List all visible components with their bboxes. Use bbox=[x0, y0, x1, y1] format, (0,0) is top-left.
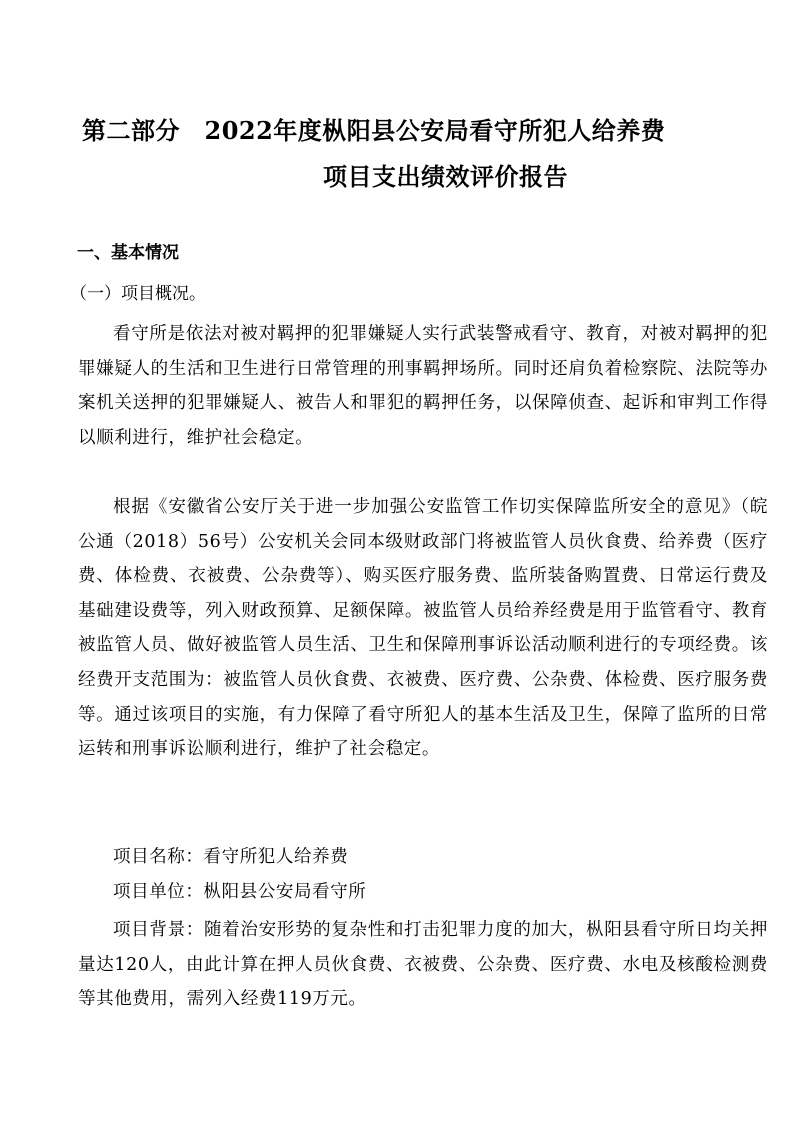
project-name-line: 项目名称：看守所犯人给养费 bbox=[113, 847, 349, 867]
document-title-line-2: 项目支出绩效评价报告 bbox=[323, 162, 568, 191]
section-heading-basic-info: 一、基本情况 bbox=[77, 243, 179, 263]
document-title-line-1: 第二部分 2022年度枞阳县公安局看守所犯人给养费 bbox=[82, 116, 666, 145]
paragraph-detention-center-intro: 看守所是依法对被对羁押的犯罪嫌疑人实行武装警戒看守、教育，对被对羁押的犯罪嫌疑人的生活和卫生进行日常管理的刑事羁押场所。同时还肩负着检察院、法院等办案机关送押的犯罪嫌疑人、被告人和罪犯的羁押任务，以保障侦查、起诉和审判工作得以顺利进行，维护社会稳定。 bbox=[78, 324, 768, 448]
subsection-heading-project-overview: （一）项目概况。 bbox=[70, 284, 206, 304]
paragraph-funding-basis: 根据《安徽省公安厅关于进一步加强公安监管工作切实保障监所安全的意见》（皖公通（2018）56号）公安机关会同本级财政部门将被监管人员伙食费、给养费（医疗费、体检费、衣被费、公杂费等）、购买医疗服务费、监所装备购置费、日常运行费及基础建设费等，列入财政预算、足额保障。被监管人员给养经费是用于监管看守、教育被监管人员、做好被监管人员生活、卫生和保障刑事诉讼活动顺利进行的专项经费。该经费开支范围为：被监管人员伙食费、衣被费、医疗费、公杂费、体检费、医疗服务费等。通过该项目的实施，有力保障了看守所犯人的基本生活及卫生，保障了监所的日常运转和刑事诉讼顺利进行，维护了社会稳定。 bbox=[78, 497, 768, 760]
paragraph-project-background: 项目背景：随着治安形势的复杂性和打击犯罪力度的加大，枞阳县看守所日均关押量达120人，由此计算在押人员伙食费、衣被费、公杂费、医疗费、水电及核酸检测费等其他费用，需列入经费119万元。 bbox=[78, 920, 768, 1010]
project-unit-line: 项目单位：枞阳县公安局看守所 bbox=[113, 882, 367, 902]
